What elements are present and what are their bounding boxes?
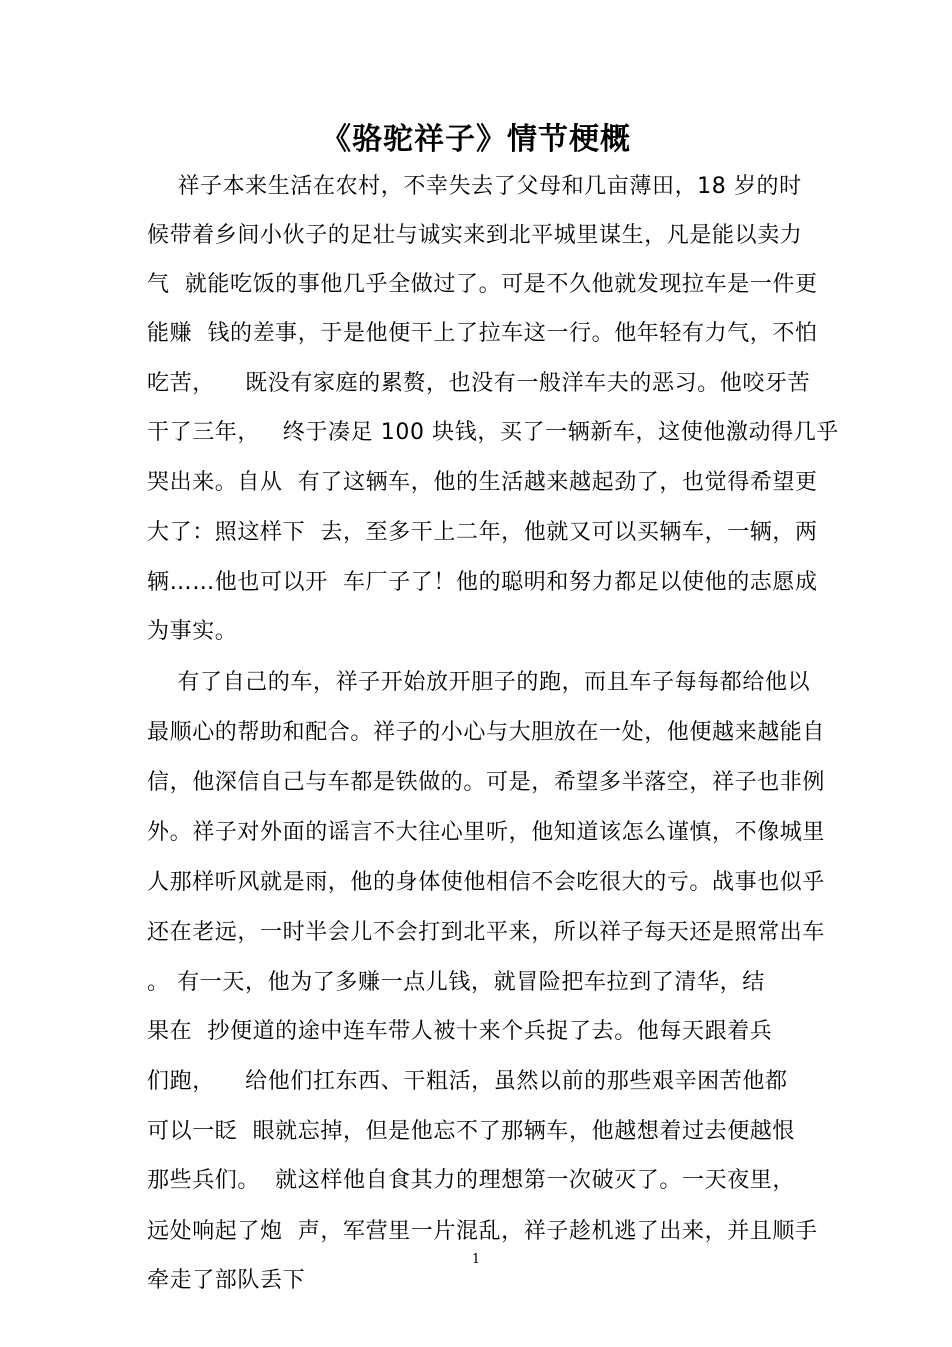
text-line: 吃苦， 既没有家庭的累赘，也没有一般洋车夫的恶习。他咬牙苦 [147, 371, 811, 396]
text-line: 干了三年， 终于凑足 100 块钱，买了一辆新车，这使他激动得几乎 [147, 420, 839, 445]
text-line: 可以一眨 眼就忘掉，但是他忘不了那辆车，他越想着过去便越恨 [147, 1119, 795, 1144]
text-line: 外。祥子对外面的谣言不大往心里听，他知道该怎么谨慎，不像城里 [147, 820, 826, 845]
text-line: 哭出来。自从 有了这辆车，他的生活越来越起劲了，也觉得希望更 [147, 470, 818, 495]
text-line: 大了：照这样下 去，至多干上二年，他就又可以买辆车，一辆，两 [147, 520, 818, 545]
text-line: 还在老远，一时半会儿不会打到北平来，所以祥子每天还是照常出车 [147, 920, 826, 945]
document-title: 《骆驼祥子》情节梗概 [321, 122, 631, 157]
text-line: 人那样听风就是雨，他的身体使他相信不会吃很大的亏。战事也似乎 [147, 870, 826, 895]
text-line: 最顺心的帮助和配合。祥子的小心与大胆放在一处，他便越来越能自 [147, 720, 826, 745]
text-line: 远处响起了炮 声，军营里一片混乱，祥子趁机逃了出来，并且顺手 [147, 1219, 818, 1244]
text-line: 们跑， 给他们扛东西、干粗活，虽然以前的那些艰辛困苦他都 [147, 1069, 788, 1094]
text-line: 那些兵们。 就这样他自食其力的理想第一次破灭了。一天夜里， [147, 1168, 795, 1193]
text-line: 。 有一天，他为了多赚一点儿钱，就冒险把车拉到了清华，结 [147, 970, 765, 995]
text-line: 有了自己的车，祥子开始放开胆子的跑，而且车子每每都给他以 [147, 670, 811, 695]
text-line: 候带着乡间小伙子的足壮与诚实来到北平城里谋生，凡是能以卖力 [147, 223, 803, 248]
text-line: 气 就能吃饭的事他几乎全做过了。可是不久他就发现拉车是一件更 [147, 272, 818, 297]
page-number: 1 [471, 1252, 481, 1267]
text-line: 能赚 钱的差事，于是他便干上了拉车这一行。他年轻有力气，不怕 [147, 321, 818, 346]
text-line: 辆……他也可以开 车厂子了！他的聪明和努力都足以使他的志愿成 [147, 570, 818, 595]
text-line: 果在 抄便道的途中连车带人被十来个兵捉了去。他每天跟着兵 [147, 1019, 773, 1044]
text-line: 为事实。 [147, 619, 238, 644]
text-line: 祥子本来生活在农村，不幸失去了父母和几亩薄田，18 岁的时 [147, 174, 802, 199]
text-line: 信，他深信自己与车都是铁做的。可是，希望多半落空，祥子也非例 [147, 770, 826, 795]
text-line: 牵走了部队丢下 [147, 1268, 306, 1293]
